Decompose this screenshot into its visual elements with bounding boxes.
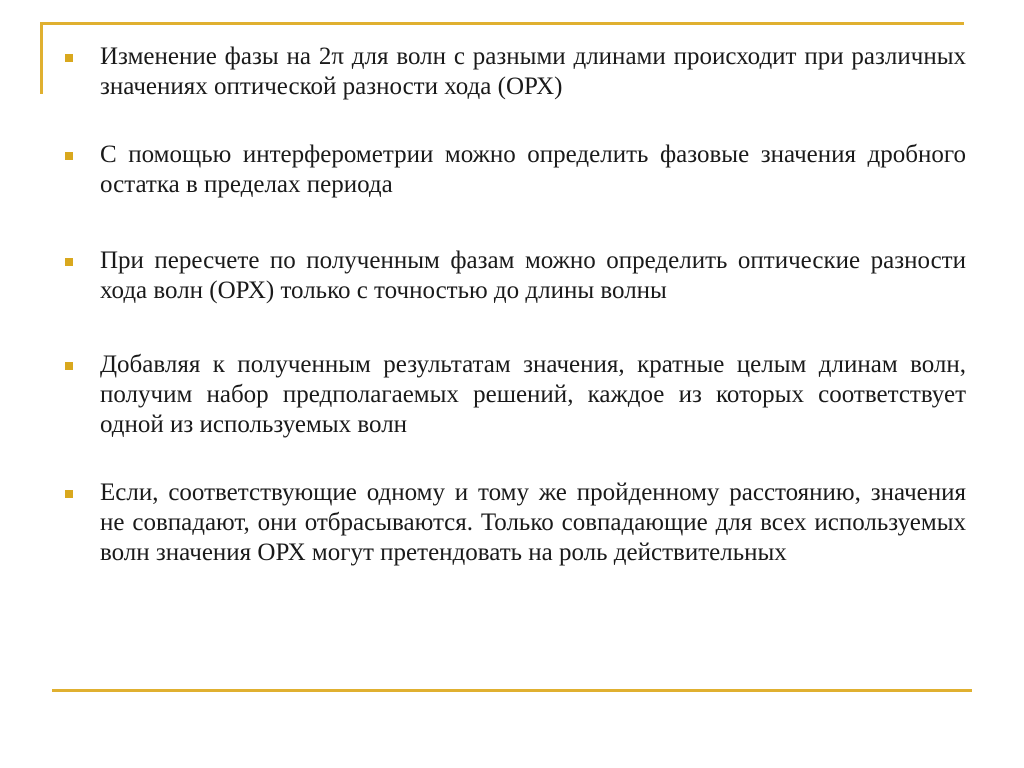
bullet-text: При пересчете по полученным фазам можно определить оптические разности хода волн (ОРХ) только с точностью до длины волны [100,247,966,304]
bullet-item [62,478,966,568]
square-bullet-icon [65,152,73,160]
bullet-item [62,140,966,200]
bullet-item [62,350,966,440]
bottom-accent-line [52,689,972,692]
square-bullet-icon [65,490,73,498]
bullet-text: С помощью интерферометрии можно определить фазовые значения дробного остатка в пределах периода [100,141,966,198]
bullet-text: Если, соответствующие одному и тому же пройденному расстоянию, значения не совпадают, они отбрасываются. Только совпадающие для всех используемых волн значения ОРХ могут претендовать на роль действительных [100,479,966,566]
bullet-item [62,246,966,306]
square-bullet-icon [65,362,73,370]
bullet-list [62,42,966,606]
bullet-text: Изменение фазы на 2π для волн с разными длинами происходит при различных значениях оптической разности хода (ОРХ) [100,43,966,100]
top-accent-line [40,22,964,25]
left-accent-line [40,22,43,94]
square-bullet-icon [65,258,73,266]
square-bullet-icon [65,54,73,62]
bullet-text: Добавляя к полученным результатам значения, кратные целым длинам волн, получим набор предполагаемых решений, каждое из которых соответствует одной из используемых волн [100,351,966,438]
bullet-item [62,42,966,102]
